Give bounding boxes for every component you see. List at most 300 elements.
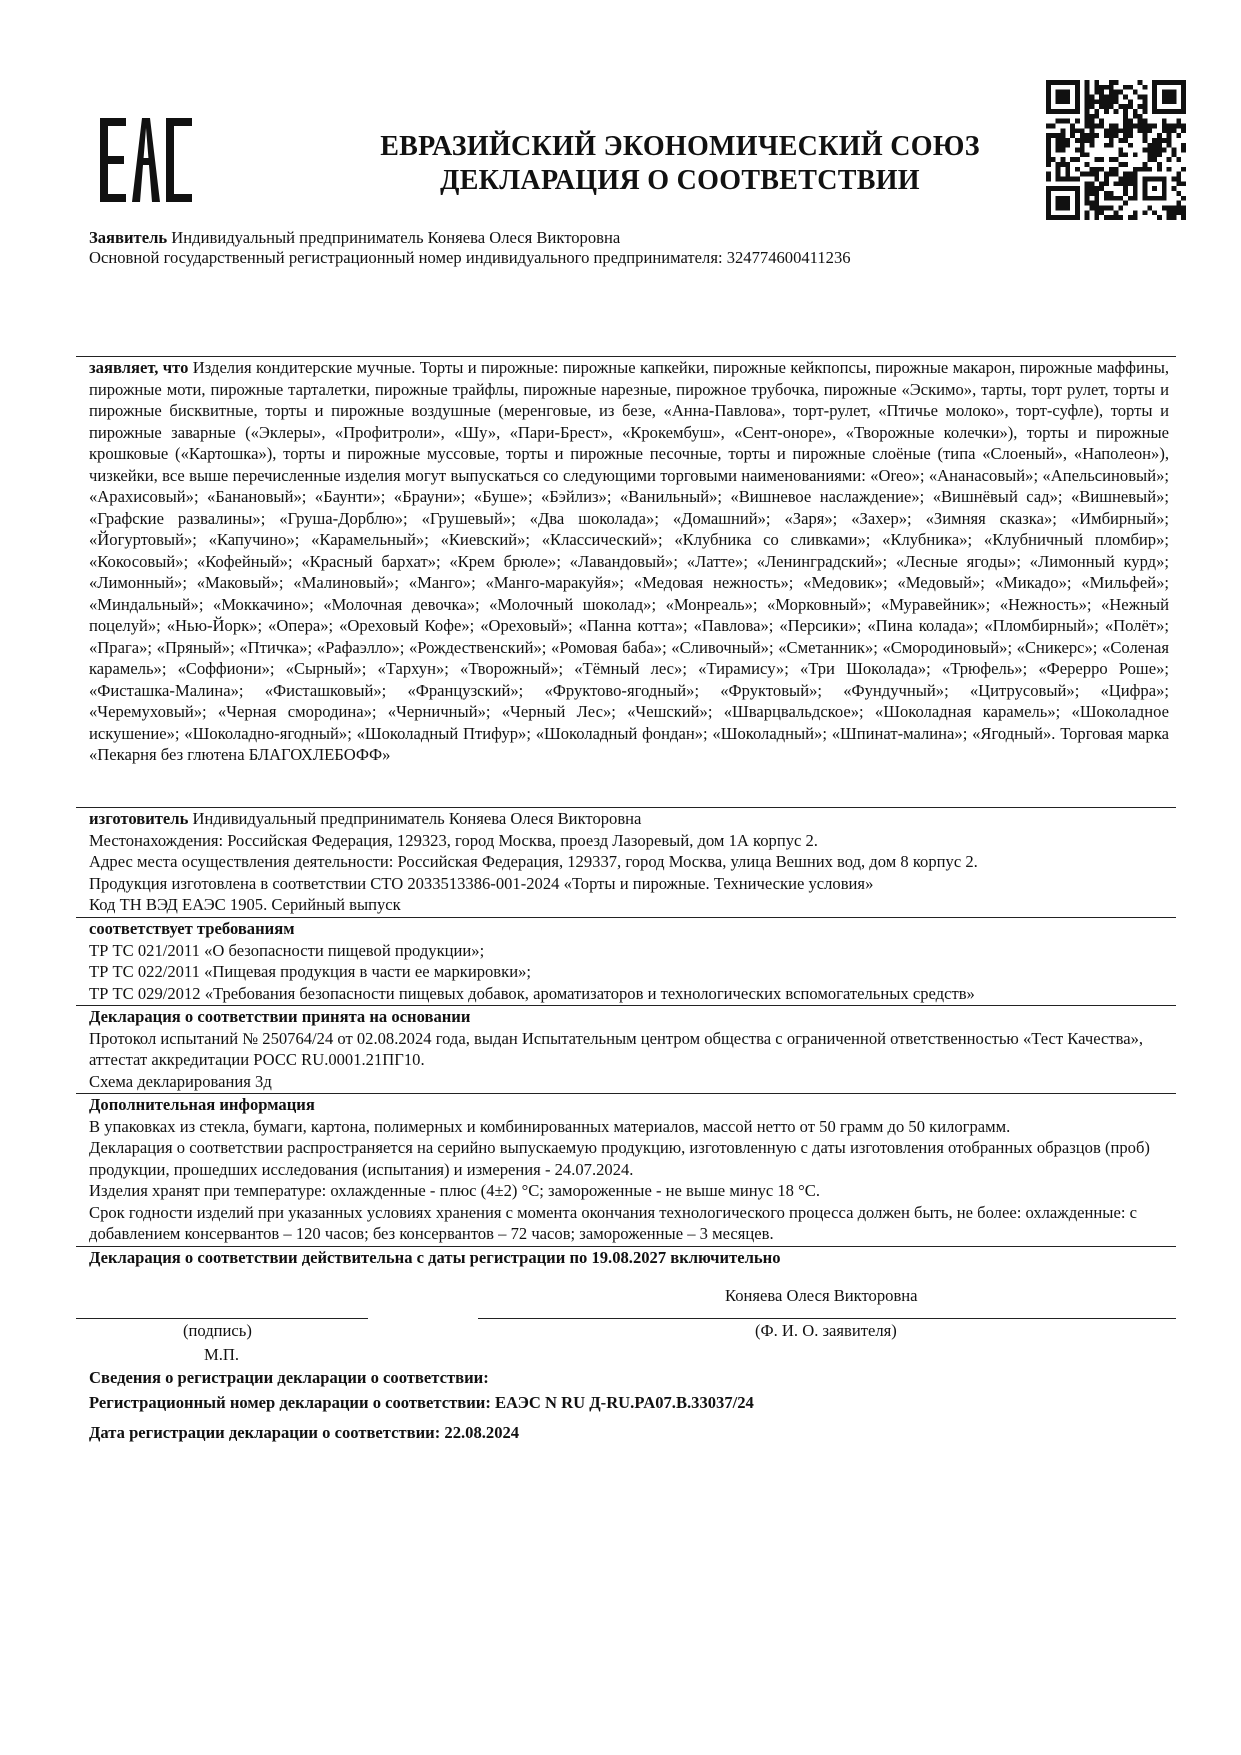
qr-module	[1123, 177, 1128, 182]
qr-module	[1085, 210, 1090, 215]
qr-module	[1143, 85, 1148, 90]
qr-module	[1046, 133, 1051, 138]
qr-module	[1099, 123, 1104, 128]
qr-module	[1114, 133, 1119, 138]
qr-module	[1065, 143, 1070, 148]
qr-module	[1176, 210, 1181, 215]
qr-module	[1138, 167, 1143, 172]
qr-module	[1123, 119, 1128, 124]
qr-module	[1094, 85, 1099, 90]
qr-module	[1075, 177, 1080, 182]
qr-module	[1070, 123, 1075, 128]
qr-module	[1167, 157, 1172, 162]
qr-module	[1094, 191, 1099, 196]
qr-module	[1167, 133, 1172, 138]
qr-module	[1114, 80, 1119, 85]
qr-module	[1143, 109, 1148, 114]
qr-module	[1138, 104, 1143, 109]
qr-module	[1085, 152, 1090, 157]
qr-module	[1114, 157, 1119, 162]
qr-module	[1046, 143, 1051, 148]
qr-module	[1114, 94, 1119, 99]
qr-module	[1104, 109, 1109, 114]
qr-module	[1109, 196, 1114, 201]
qr-module	[1094, 196, 1099, 201]
qr-module	[1109, 85, 1114, 90]
qr-module	[1114, 90, 1119, 95]
declares-section	[89, 357, 1169, 766]
qr-module	[1176, 191, 1181, 196]
qr-module	[1123, 104, 1128, 109]
qr-module	[1046, 162, 1051, 167]
qr-module	[1128, 143, 1133, 148]
qr-module	[1123, 172, 1128, 177]
qr-module	[1123, 186, 1128, 191]
qr-module	[1060, 157, 1065, 162]
qr-module	[1181, 143, 1186, 148]
qr-module	[1109, 94, 1114, 99]
qr-module	[1075, 128, 1080, 133]
qr-module	[1138, 119, 1143, 124]
union-title: ЕВРАЗИЙСКИЙ ЭКОНОМИЧЕСКИЙ СОЮЗ	[380, 131, 980, 162]
registration-heading: Сведения о регистрации декларации о соответствии:	[89, 1368, 489, 1387]
qr-module	[1109, 80, 1114, 85]
qr-module	[1118, 128, 1123, 133]
qr-module	[1056, 172, 1061, 177]
qr-module	[1080, 152, 1085, 157]
qr-module	[1176, 119, 1181, 124]
qr-module	[1176, 206, 1181, 211]
manufacturer-name: Индивидуальный предприниматель Коняева Олеся Викторовна	[188, 809, 642, 828]
qr-module	[1094, 210, 1099, 215]
qr-module	[1157, 148, 1162, 153]
qr-module	[1172, 123, 1177, 128]
qr-module	[1099, 99, 1104, 104]
qr-module	[1162, 123, 1167, 128]
qr-module	[1099, 90, 1104, 95]
qr-module	[1094, 215, 1099, 220]
qr-module	[1133, 152, 1138, 157]
qr-module	[1056, 143, 1061, 148]
qr-module	[1075, 167, 1080, 172]
qr-module	[1099, 104, 1104, 109]
qr-module	[1089, 119, 1094, 124]
qr-module	[1181, 148, 1186, 153]
qr-module	[1085, 133, 1090, 138]
qr-module	[1085, 123, 1090, 128]
qr-module	[1089, 114, 1094, 119]
qr-module	[1152, 138, 1157, 143]
manufacturer-location: Местонахождения: Российская Федерация, 129323, город Москва, проезд Лазоревый, дом 1А корпус 2.	[89, 830, 818, 850]
qr-module	[1104, 143, 1109, 148]
qr-module	[1147, 152, 1152, 157]
qr-module	[1172, 148, 1177, 153]
qr-module	[1099, 206, 1104, 211]
qr-module	[1099, 186, 1104, 191]
qr-module	[1133, 109, 1138, 114]
qr-module	[1089, 186, 1094, 191]
qr-module	[1094, 157, 1099, 162]
qr-module	[1094, 177, 1099, 182]
qr-module	[1147, 206, 1152, 211]
qr-module	[1181, 210, 1186, 215]
qr-module	[1167, 215, 1172, 220]
qr-module	[1070, 177, 1075, 182]
manufacturer-label: изготовитель	[89, 809, 189, 828]
qr-module	[1085, 172, 1090, 177]
qr-module	[1172, 206, 1177, 211]
qr-module	[1114, 128, 1119, 133]
qr-module	[1085, 201, 1090, 206]
qr-module	[1176, 177, 1181, 182]
qr-module	[1085, 196, 1090, 201]
qr-module	[1147, 167, 1152, 172]
basis-scheme: Схема декларирования 3д	[89, 1071, 272, 1091]
qr-module	[1094, 80, 1099, 85]
qr-module	[1089, 143, 1094, 148]
qr-module	[1109, 172, 1114, 177]
qr-module	[1080, 128, 1085, 133]
qr-module	[1152, 157, 1157, 162]
qr-module	[1152, 152, 1157, 157]
additional-label: Дополнительная информация	[89, 1095, 315, 1114]
qr-module	[1128, 99, 1133, 104]
qr-module	[1133, 186, 1138, 191]
declares-text: Изделия кондитерские мучные. Торты и пирожные: пирожные капкейки, пирожные кейкпопсы, пирожные макарон, пирожные маффины, пирожные моти, пирожные тарталетки, пирожные трайфлы, пирожные нарезные, пирожное трубочка, пирожные «Эскимо», тарты, торт рулет, торты и пирожные бисквитные, торты и пирожные воздушные (меренговые, из безе, «Анна-Павлова», торт-рулет, «Птичье молоко», торт-суфле), торты и пирожные заварные («Эклеры», «Профитроли», «Шу», «Пари-Брест», «Крокембуш», «Сент-оноре», «Творожные колечки»), торты и пирожные крошковые («Картошка»), торты и пирожные муссовые, торты и пирожные песочные, торты и пирожные слоёные (типа «Слоеный», «Наполеон»), чизкейки, все выше перечисленные изделия могут выпускаться со следующими торговыми наименованиями: «Oreo»; «Ананасовый»; «Апельсиновый»; «Арахисовый»; «Банановый»; «Баунти»; «Брауни»; «Буше»; «Бэйлиз»; «Ванильный»; «Вишневое наслаждение»; «Вишнёвый сад»; «Вишневый»; «Графские развалины»; «Груша-Дорблю»; «Грушевый»; «Два шоколада»; «Домашний»; «Заря»; «Захер»; «Зимняя сказка»; «Имбирный»; «Йогуртовый»; «Капучино»; «Карамельный»; «Киевский»; «Классический»; «Клубника со сливками»; «Клубника»; «Клубничный пломбир»; «Кокосовый»; «Кофейный»; «Красный бархат»; «Крем брюле»; «Лавандовый»; «Латте»; «Ленинградский»; «Лесные ягоды»; «Лимонный курд»; «Лимонный»; «Маковый»; «Малиновый»; «Манго»; «Манго-маракуйя»; «Медовая нежность»; «Медовик»; «Медовый»; «Микадо»; «Мильфей»; «Миндальный»; «Моккачино»; «Молочная девочка»; «Молочный шоколад»; «Монреаль»; «Морковный»; «Муравейник»; «Нежность»; «Нежный поцелуй»; «Нью-Йорк»; «Опера»; «Ореховый Кофе»; «Ореховый»; «Панна котта»; «Павлова»; «Персики»; «Пина колада»; «Пломбирный»; «Полёт»; «Прага»; «Пряный»; «Птичка»; «Рафаэлло»; «Рождественский»; «Ромовая баба»; «Сливочный»; «Сметанник»; «Смородиновый»; «Сникерс»; «Соленая карамель»; «Соффиони»; «Сырный»; «Тархун»; «Творожный»; «Тёмный лес»; «Тирамису»; «Три Шоколада»; «Трюфель»; «Ферерро Роше»; «Фисташка-Малина»; «Фисташковый»; «Французский»; «Фруктово-ягодный»; «Фруктовый»; «Фундучный»; «Цитрусовый»; «Цифра»; «Черемуховый»; «Черная смородина»; «Черничный»; «Черный Лес»; «Чешский»; «Шварцвальдское»; «Шоколадная карамель»; «Шоколадное искушение»; «Шоколадно-ягодный»; «Шоколадный Птифур»; «Шоколадный фондан»; «Шоколадный»; «Шпинат-малина»; «Ягодный». Торговая марка «Пекарня без глютена БЛАГОХЛЕБОФФ»	[89, 358, 1170, 764]
qr-module	[1162, 138, 1167, 143]
qr-module	[1075, 119, 1080, 124]
qr-module	[1138, 114, 1143, 119]
qr-module	[1133, 181, 1138, 186]
qr-module	[1118, 177, 1123, 182]
qr-module	[1094, 172, 1099, 177]
qr-module	[1147, 123, 1152, 128]
qr-module	[1157, 167, 1162, 172]
qr-module	[1056, 167, 1061, 172]
qr-module	[1085, 85, 1090, 90]
qr-module	[1085, 90, 1090, 95]
qr-module	[1118, 104, 1123, 109]
qr-module	[1143, 133, 1148, 138]
qr-module	[1109, 128, 1114, 133]
qr-module	[1065, 162, 1070, 167]
signature-line	[76, 1318, 368, 1319]
qr-module	[1118, 152, 1123, 157]
qr-module	[1128, 181, 1133, 186]
qr-module	[1065, 167, 1070, 172]
eac-logo-icon	[100, 118, 192, 202]
qr-module	[1143, 104, 1148, 109]
qr-module	[1128, 172, 1133, 177]
qr-module	[1157, 215, 1162, 220]
qr-module	[1181, 167, 1186, 172]
qr-module	[1085, 80, 1090, 85]
qr-module	[1138, 80, 1143, 85]
qr-module	[1109, 157, 1114, 162]
qr-module	[1114, 172, 1119, 177]
qr-module	[1060, 143, 1065, 148]
qr-module	[1109, 167, 1114, 172]
qr-module	[1152, 210, 1157, 215]
qr-module	[1181, 196, 1186, 201]
qr-module	[1118, 138, 1123, 143]
qr-module	[1123, 162, 1128, 167]
basis-protocol: Протокол испытаний № 250764/24 от 02.08.2024 года, выдан Испытательным центром общества с ограниченной ответственностью «Тест Качества», аттестат аккредитации РОСС RU.0001.21ПГ10.	[89, 1028, 1144, 1069]
qr-module	[1089, 138, 1094, 143]
qr-module	[1133, 167, 1138, 172]
qr-module	[1133, 123, 1138, 128]
qr-module	[1128, 215, 1133, 220]
qr-module	[1143, 128, 1148, 133]
qr-module	[1104, 206, 1109, 211]
requirements-section	[89, 918, 1169, 1004]
additional-section	[89, 1094, 1169, 1245]
qr-module	[1085, 162, 1090, 167]
qr-module	[1099, 85, 1104, 90]
additional-storage: Изделия хранят при температуре: охлажденные - плюс (4±2) °С; замороженные - не выше минус 18 °С.	[89, 1181, 820, 1200]
declares-label: заявляет, что	[89, 358, 189, 377]
manufacturer-standard: Продукция изготовлена в соответствии СТО 2033513386-001-2024 «Торты и пирожные. Технические условия»	[89, 873, 874, 893]
qr-module	[1172, 186, 1177, 191]
qr-module	[1123, 109, 1128, 114]
additional-shelf-life: Срок годности изделий при указанных условиях хранения с момента окончания технологического процесса должен быть, не более: охлажденные: с добавлением консервантов – 120 часов; без консервантов – 72 часов; замороженные – 3 месяцев.	[89, 1202, 1137, 1243]
qr-module	[1080, 143, 1085, 148]
qr-module	[1157, 133, 1162, 138]
qr-module	[1065, 119, 1070, 124]
qr-module	[1109, 104, 1114, 109]
qr-module	[1118, 90, 1123, 95]
qr-module	[1104, 215, 1109, 220]
qr-module	[1143, 167, 1148, 172]
qr-module	[1152, 143, 1157, 148]
qr-module	[1046, 152, 1051, 157]
qr-module	[1167, 167, 1172, 172]
qr-module	[1109, 123, 1114, 128]
qr-module	[1085, 114, 1090, 119]
qr-module	[1128, 123, 1133, 128]
qr-module	[1085, 104, 1090, 109]
qr-module	[1114, 215, 1119, 220]
qr-module	[1157, 152, 1162, 157]
qr-module	[1143, 119, 1148, 124]
qr-module	[1167, 123, 1172, 128]
qr-module	[1080, 138, 1085, 143]
qr-module	[1114, 196, 1119, 201]
qr-module	[1176, 172, 1181, 177]
qr-module	[1070, 128, 1075, 133]
qr-module	[1060, 138, 1065, 143]
qr-module	[1176, 181, 1181, 186]
qr-module	[1172, 210, 1177, 215]
signature-caption: (подпись)	[183, 1321, 252, 1340]
qr-module	[1089, 181, 1094, 186]
qr-module	[1085, 99, 1090, 104]
qr-module	[1065, 172, 1070, 177]
qr-module	[1056, 138, 1061, 143]
qr-module	[1128, 119, 1133, 124]
basis-label: Декларация о соответствии принята на основании	[89, 1007, 471, 1026]
qr-module	[1051, 123, 1056, 128]
qr-module	[1176, 201, 1181, 206]
qr-module	[1167, 138, 1172, 143]
qr-module	[1094, 133, 1099, 138]
qr-module	[1080, 133, 1085, 138]
qr-module	[1109, 99, 1114, 104]
qr-module	[1167, 143, 1172, 148]
qr-module	[1085, 181, 1090, 186]
stamp-caption: М.П.	[204, 1345, 240, 1364]
qr-module	[1128, 177, 1133, 182]
qr-module	[1060, 119, 1065, 124]
qr-module	[1114, 109, 1119, 114]
qr-module	[1143, 99, 1148, 104]
applicant-line	[89, 228, 1169, 248]
qr-module	[1104, 99, 1109, 104]
qr-module	[1147, 128, 1152, 133]
qr-module	[1162, 119, 1167, 124]
manufacturer-activity-address: Адрес места осуществления деятельности: Российская Федерация, 129337, город Москва, улица Вешних вод, дом 8 корпус 2.	[89, 852, 978, 871]
qr-module	[1143, 123, 1148, 128]
qr-module	[1089, 201, 1094, 206]
qr-module	[1104, 94, 1109, 99]
qr-code-icon	[1046, 80, 1186, 220]
qr-module	[1152, 148, 1157, 153]
qr-module	[1109, 90, 1114, 95]
qr-module	[1056, 177, 1061, 182]
qr-module	[1104, 128, 1109, 133]
qr-module	[1123, 191, 1128, 196]
qr-module	[1162, 206, 1167, 211]
qr-module	[1094, 109, 1099, 114]
qr-module	[1181, 206, 1186, 211]
qr-module	[1046, 157, 1051, 162]
qr-module	[1181, 181, 1186, 186]
qr-module	[1080, 172, 1085, 177]
qr-module	[1085, 94, 1090, 99]
qr-module	[1123, 114, 1128, 119]
qr-module	[1128, 104, 1133, 109]
qr-module	[1147, 157, 1152, 162]
qr-module	[1167, 210, 1172, 215]
qr-module	[1060, 162, 1065, 167]
qr-module	[1046, 177, 1051, 182]
qr-module	[1089, 172, 1094, 177]
additional-packaging: В упаковках из стекла, бумаги, картона, полимерных и комбинированных материалов, массой нетто от 50 грамм до 50 килограмм.	[89, 1116, 1011, 1136]
qr-module	[1143, 148, 1148, 153]
qr-module	[1147, 143, 1152, 148]
qr-module	[1133, 114, 1138, 119]
qr-module	[1109, 206, 1114, 211]
qr-module	[1118, 206, 1123, 211]
qr-module	[1181, 123, 1186, 128]
qr-module	[1089, 128, 1094, 133]
qr-module	[1123, 133, 1128, 138]
qr-module	[1094, 167, 1099, 172]
qr-module	[1109, 133, 1114, 138]
qr-module	[1133, 215, 1138, 220]
qr-module	[1104, 177, 1109, 182]
qr-module	[1133, 177, 1138, 182]
qr-module	[1104, 172, 1109, 177]
qr-module	[1070, 157, 1075, 162]
qr-module	[1172, 152, 1177, 157]
qr-module	[1143, 94, 1148, 99]
qr-module	[1094, 90, 1099, 95]
qr-module	[1162, 148, 1167, 153]
basis-section	[89, 1006, 1169, 1092]
manufacturer-section	[89, 808, 1169, 916]
qr-module	[1133, 196, 1138, 201]
qr-module	[1089, 191, 1094, 196]
qr-module	[1123, 123, 1128, 128]
manufacturer-code: Код ТН ВЭД ЕАЭС 1905. Серийный выпуск	[89, 895, 401, 914]
name-line	[478, 1318, 1176, 1319]
qr-module	[1065, 177, 1070, 182]
qr-module	[1123, 128, 1128, 133]
qr-module	[1089, 167, 1094, 172]
qr-module	[1109, 215, 1114, 220]
qr-module	[1094, 123, 1099, 128]
qr-module	[1065, 138, 1070, 143]
qr-module	[1138, 123, 1143, 128]
qr-module	[1094, 114, 1099, 119]
qr-module	[1109, 191, 1114, 196]
qr-module	[1056, 162, 1061, 167]
qr-module	[1157, 162, 1162, 167]
qr-module	[1075, 157, 1080, 162]
requirement-item: ТР ТС 021/2011 «О безопасности пищевой продукции»;	[89, 940, 485, 960]
qr-module	[1133, 210, 1138, 215]
qr-module	[1172, 177, 1177, 182]
qr-module	[1118, 215, 1123, 220]
qr-module	[1085, 215, 1090, 220]
qr-module	[1099, 181, 1104, 186]
qr-module	[1181, 215, 1186, 220]
qr-module	[1060, 148, 1065, 153]
qr-module	[1123, 94, 1128, 99]
qr-module	[1181, 128, 1186, 133]
manufacturer-line	[89, 808, 1169, 830]
qr-module	[1046, 123, 1051, 128]
qr-module	[1085, 186, 1090, 191]
requirements-label: соответствует требованиям	[89, 919, 295, 938]
requirement-item: ТР ТС 029/2012 «Требования безопасности пищевых добавок, ароматизаторов и технологических вспомогательных средств»	[89, 983, 975, 1003]
qr-module	[1056, 119, 1061, 124]
registration-date: Дата регистрации декларации о соответствии: 22.08.2024	[89, 1423, 520, 1442]
document-title: ДЕКЛАРАЦИЯ О СООТВЕТСТВИИ	[440, 165, 920, 196]
qr-module	[1176, 133, 1181, 138]
qr-module	[1080, 148, 1085, 153]
qr-module	[1128, 128, 1133, 133]
qr-module	[1099, 210, 1104, 215]
qr-module	[1152, 123, 1157, 128]
qr-module	[1104, 191, 1109, 196]
qr-module	[1172, 215, 1177, 220]
qr-module	[1104, 104, 1109, 109]
qr-module	[1176, 123, 1181, 128]
qr-module	[1114, 123, 1119, 128]
qr-module	[1089, 133, 1094, 138]
qr-module	[1099, 157, 1104, 162]
qr-module	[1104, 133, 1109, 138]
qr-module	[1118, 181, 1123, 186]
qr-module	[1176, 157, 1181, 162]
qr-module	[1114, 167, 1119, 172]
qr-module	[1118, 196, 1123, 201]
qr-module	[1143, 210, 1148, 215]
qr-module	[1070, 133, 1075, 138]
qr-module	[1128, 196, 1133, 201]
